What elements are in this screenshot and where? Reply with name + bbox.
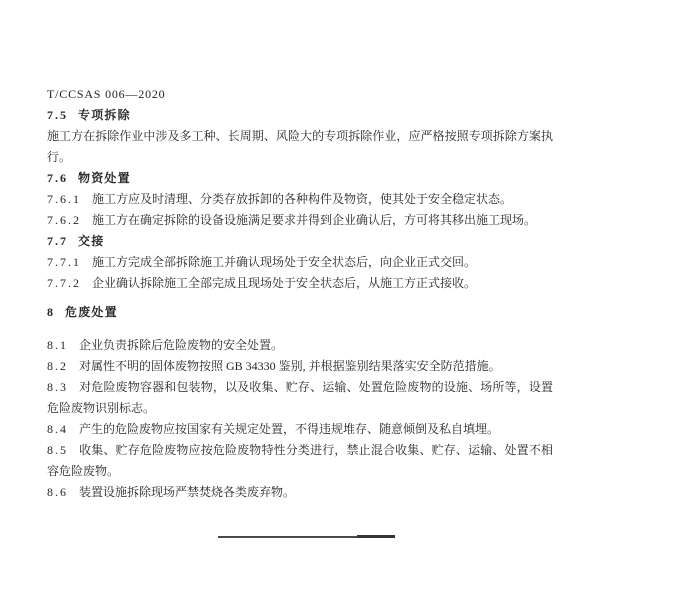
clause-8-1 [47, 335, 553, 356]
clause-text: 企业负责拆除后危险废物的安全处置。 [79, 338, 284, 352]
clause-text: 施工方在确定拆除的设备设施满足要求并得到企业确认后，方可将其移出施工现场。 [92, 213, 537, 227]
section-heading-7-5 [47, 105, 553, 126]
clause-7-6-1 [47, 189, 553, 210]
section-title: 交接 [78, 234, 105, 248]
clause-number: 8.6 [47, 485, 68, 499]
chapter-number: 8 [47, 305, 53, 319]
clause-7-6-2 [47, 210, 553, 231]
clause-number: 8.1 [47, 338, 68, 352]
section-number: 7.7 [47, 234, 68, 248]
clause-text: 施工方完成全部拆除施工并确认现场处于安全状态后，向企业正式交回。 [92, 255, 477, 269]
clause-text: 收集、贮存危险废物应按危险废物特性分类进行，禁止混合收集、贮存、运输、处置不相容危险废物。 [47, 443, 553, 478]
clause-8-5 [47, 440, 553, 482]
section-title: 专项拆除 [78, 108, 131, 122]
clause-number: 7.7.1 [47, 255, 81, 269]
section-number: 7.6 [47, 171, 68, 185]
clause-8-3 [47, 377, 553, 419]
clause-number: 8.3 [47, 380, 68, 394]
chapter-heading-8 [47, 302, 553, 323]
section-title: 物资处置 [78, 171, 131, 185]
clause-number: 8.4 [47, 422, 68, 436]
chapter-title: 危废处置 [65, 305, 118, 319]
document-page [47, 84, 553, 503]
clause-number: 7.6.2 [47, 213, 81, 227]
clause-number: 7.6.1 [47, 192, 81, 206]
footer-divider [218, 536, 395, 538]
section-heading-7-7 [47, 231, 553, 252]
footer-divider-tip [357, 535, 395, 538]
clause-text: 产生的危险废物应按国家有关规定处置，不得违规堆存、随意倾倒及私自填埋。 [79, 422, 500, 436]
clause-number: 8.2 [47, 359, 68, 373]
clause-8-2 [47, 356, 553, 377]
section-number: 7.5 [47, 108, 68, 122]
clause-text: 对属性不明的固体废物按照 GB 34330 鉴别, 并根据鉴别结果落实安全防范措施。 [79, 359, 501, 373]
clause-text: 企业确认拆除施工全部完成且现场处于安全状态后，从施工方正式接收。 [92, 276, 477, 290]
section-heading-7-6 [47, 168, 553, 189]
clause-number: 8.5 [47, 443, 68, 457]
clause-8-6 [47, 482, 553, 503]
doc-number: T/CCSAS 006—2020 [47, 87, 166, 101]
paragraph-text: 施工方在拆除作业中涉及多工种、长周期、风险大的专项拆除作业，应严格按照专项拆除方案执行。 [47, 129, 553, 164]
clause-7-7-2 [47, 273, 553, 294]
clause-text: 施工方应及时清理、分类存放拆卸的各种构件及物资，使其处于安全稳定状态。 [92, 192, 513, 206]
clause-text: 对危险废物容器和包装物，以及收集、贮存、运输、处置危险废物的设施、场所等，设置危险废物识别标志。 [47, 380, 553, 415]
clause-number: 7.7.2 [47, 276, 81, 290]
paragraph-7-5 [47, 126, 553, 168]
clause-8-4 [47, 419, 553, 440]
clause-text: 装置设施拆除现场严禁焚烧各类废弃物。 [79, 485, 296, 499]
clause-7-7-1 [47, 252, 553, 273]
